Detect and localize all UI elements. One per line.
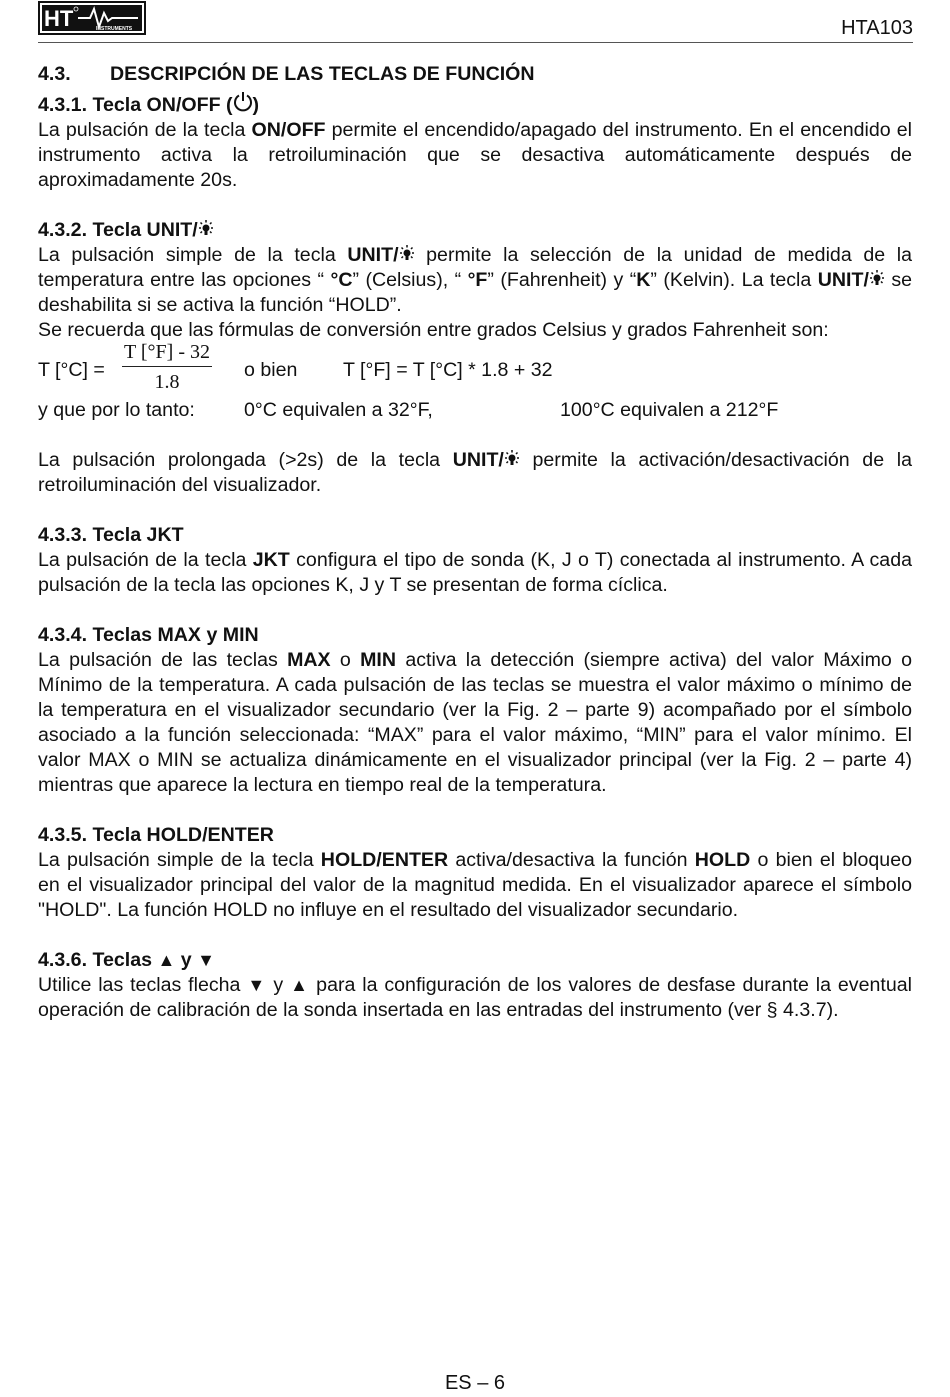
formula-denominator: 1.8 [154,371,180,393]
equivalence-label: y que por lo tanto: [38,399,195,421]
power-icon [233,91,253,113]
equivalence-1: 0°C equivalen a 32°F, [244,399,433,421]
section-title: DESCRIPCIÓN DE LAS TECLAS DE FUNCIÓN [110,63,535,85]
backlight-icon [504,450,520,468]
conversion-formula [38,341,912,394]
page-header [38,0,913,43]
ht-instruments-logo [38,1,146,35]
paragraph-arrows: Utilice las teclas flecha ▼ y ▲ para la configuración de los valores de desfase durante la eventual operación de calibración de la sonda insertada en las entradas del instrumento (ver § 4.3.7). [38,974,912,1021]
heading-text: 4.3.2. Tecla UNIT/ [38,219,198,241]
svg-text:HT: HT [44,6,74,31]
svg-text:INSTRUMENTS: INSTRUMENTS [96,26,133,32]
formula-rhs: T [°F] = T [°C] * 1.8 + 32 [343,359,553,381]
model-name: HTA103 [841,17,913,39]
equivalence-line [38,398,912,423]
formula-or: o bien [244,359,298,381]
heading-text: 4.3.1. Tecla ON/OFF ( [38,94,233,116]
arrow-down-icon: ▼ [247,975,267,995]
subsection-heading-4-3-4: 4.3.4. Teclas MAX y MIN [38,624,259,646]
paragraph-hold-enter: La pulsación simple de la tecla HOLD/ENTER activa/desactiva la función HOLD o bien el bloqueo en el visualizador principal del valor de la magnitud medida. En el visualizador aparece el símbolo "HOLD". La función HOLD no influye en el resultado del visualizador secundario. [38,849,912,921]
paragraph-on-off: La pulsación de la tecla ON/OFF permite el encendido/apagado del instrumento. En el encendido el instrumento activa la retroiluminación que se desactiva automáticamente después de aproximadamente 20s. [38,119,913,191]
subsection-heading-4-3-6: 4.3.6. Teclas ▲ y ▼ [38,949,215,971]
arrow-up-icon: ▲ [157,950,176,970]
formula-lhs: T [°C] = [38,359,105,381]
logo-text [38,0,47,1]
subsection-heading-4-3-1 [38,91,912,118]
subsection-heading-4-3-3: 4.3.3. Tecla JKT [38,524,184,546]
formula-numerator: T [°F] - 32 [122,340,212,367]
paragraph-unit: La pulsación simple de la tecla UNIT/ permite la selección de la unidad de medida de la temperatura entre las opciones “ °C” (Celsius), “ °F” (Fahrenheit) y “K” (Kelvin). La tecla UNIT/ se deshabilita si se activa la función “HOLD”. [38,244,913,316]
backlight-icon [869,270,885,288]
document-body [38,62,912,1023]
key-on-off: ON/OFF [251,119,326,141]
page-footer: ES – 6 [444,1372,506,1394]
backlight-icon [198,220,214,238]
paragraph-conversion: Se recuerda que las fórmulas de conversión entre grados Celsius y grados Fahrenheit son: [38,319,829,341]
paragraph-backlight: La pulsación prolongada (>2s) de la tecla UNIT/ permite la activación/desactivación de la retroiluminación del visualizador. [38,449,912,496]
paragraph-max-min: La pulsación de las teclas MAX o MIN activa la detección (siempre activa) del valor Máximo o Mínimo de la temperatura. A cada pulsación de las teclas se muestra el valor máximo o mínimo de la temperatura en el visualizador secundario (ver la Fig. 2 – parte 9) acompañado por el símbolo asociado a la función seleccionada: “MAX” para el valor máximo, “MIN” para el valor mínimo. El valor MAX o MIN se actualiza dinámicamente en el visualizador principal (ver la Fig. 2 – parte 4) mientras que aparece la lectura en tiempo real de la temperatura. [38,649,912,796]
subsection-heading-4-3-2 [38,218,912,243]
equivalence-2: 100°C equivalen a 212°F [560,399,779,421]
formula-fraction [122,340,212,394]
subsection-heading-4-3-5: 4.3.5. Tecla HOLD/ENTER [38,824,274,846]
arrow-down-icon: ▼ [197,950,215,970]
backlight-icon [399,245,415,263]
section-number: 4.3. [38,63,71,85]
heading-text-end: ) [252,94,260,116]
arrow-up-icon: ▲ [290,975,310,995]
section-heading [38,62,912,87]
paragraph-jkt: La pulsación de la tecla JKT configura el tipo de sonda (K, J o T) conectada al instrumento. A cada pulsación de la tecla las opciones K, J y T se presentan de forma cíclica. [38,549,912,596]
key-unit: UNIT/ [347,244,399,266]
